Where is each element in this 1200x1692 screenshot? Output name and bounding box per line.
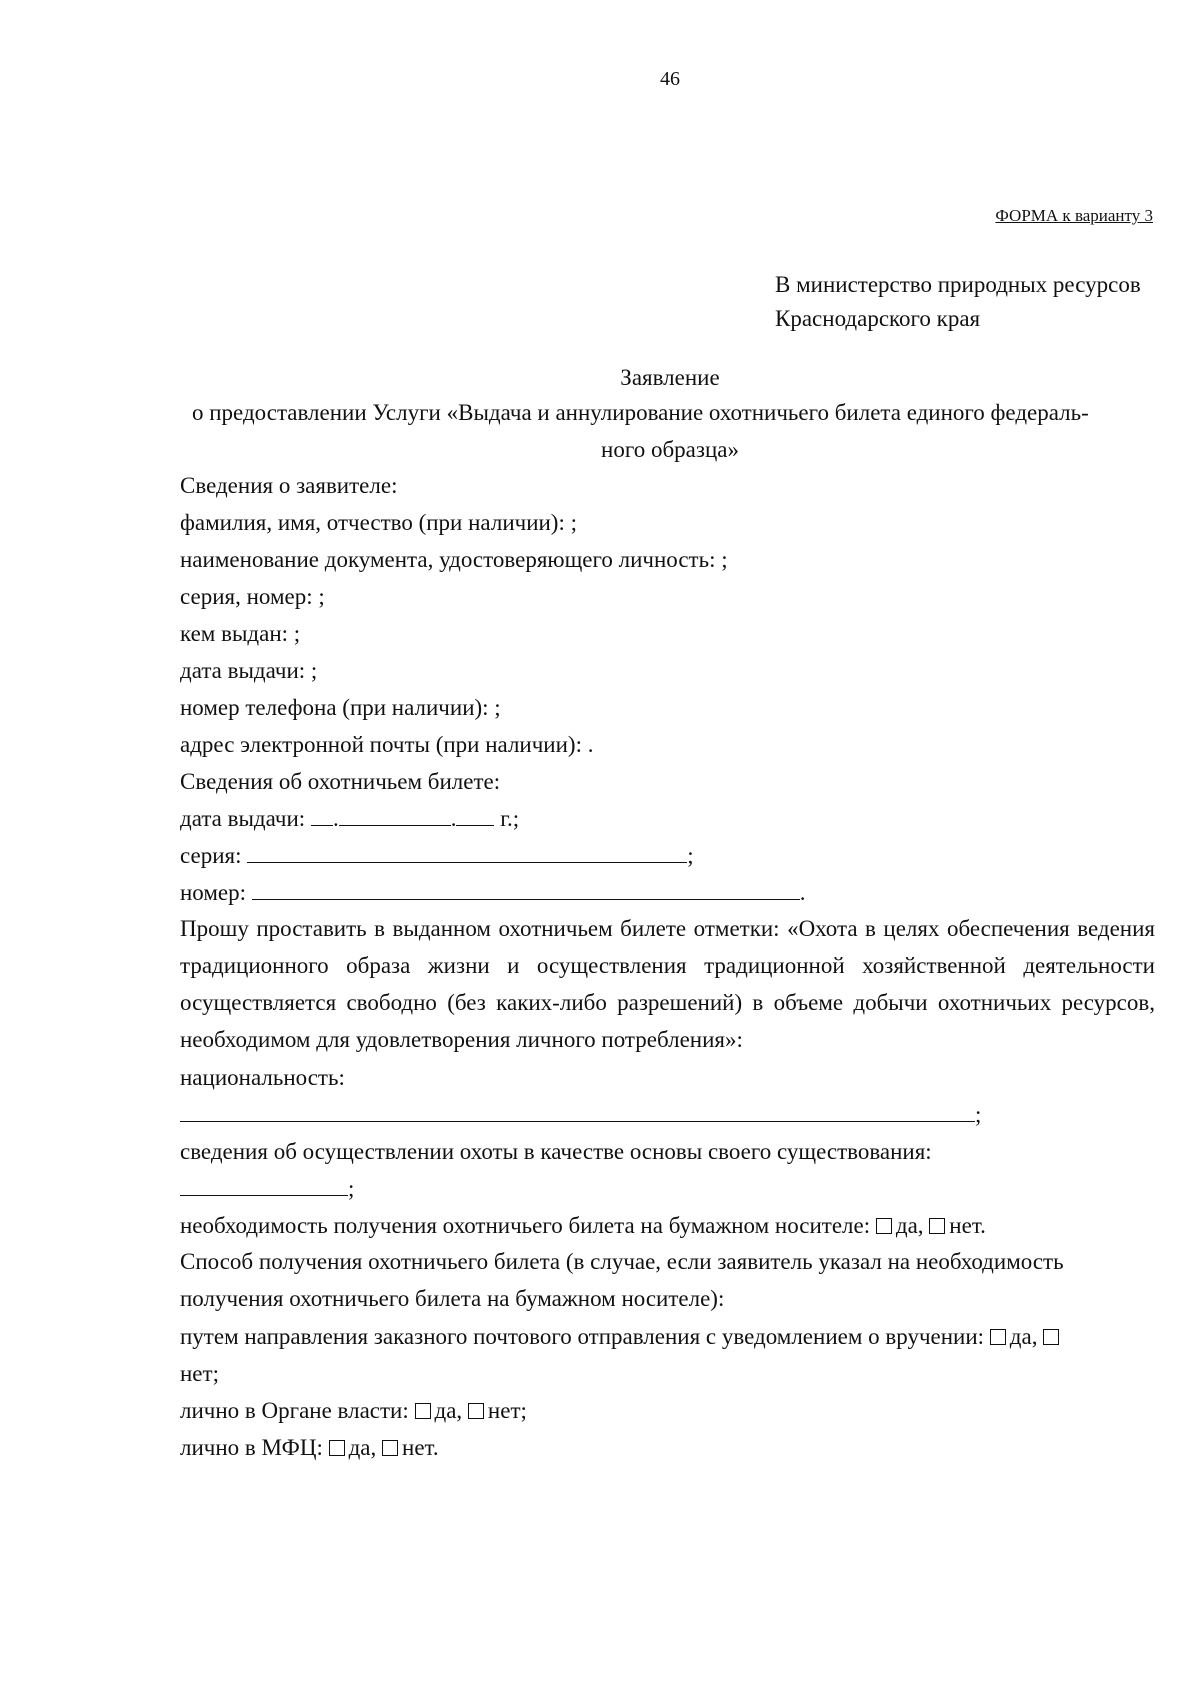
ticket-issue-date-row	[180, 806, 519, 832]
date-separator: .	[450, 806, 457, 831]
hunting-basis-row	[180, 1176, 354, 1202]
ticket-issue-date-label: дата выдачи:	[180, 806, 306, 831]
authority-yes-checkbox[interactable]	[415, 1403, 431, 1419]
ticket-number-label: номер:	[180, 880, 247, 905]
addressee-line-2: Краснодарского края	[775, 306, 981, 331]
hunting-basis-label: сведения об осуществлении охоты в качестве основы своего существования:	[180, 1139, 932, 1164]
nationality-row	[180, 1102, 981, 1128]
paper-ticket-label: необходимость получения охотничьего билета на бумажном носителе:	[180, 1213, 871, 1238]
request-paragraph: Прошу проставить в выданном охотничьем билете отметки: «Охота в целях обеспечения ведения традиционного образа жизни и осуществления традиционной хозяйственной деятельности осуществляется свободно (без каких-либо разрешений) в объеме добычи охотничьих ресурсов, необходимом для удовлетворения личного потребления»:	[180, 916, 1155, 1052]
mfc-no-label: нет.	[402, 1435, 439, 1460]
applicant-issue-date-field: дата выдачи: ;	[180, 658, 318, 683]
line-end: ;	[348, 1176, 355, 1201]
mail-yes-label: да,	[1009, 1324, 1038, 1349]
mfc-no-checkbox[interactable]	[382, 1440, 398, 1456]
ticket-month-blank[interactable]	[339, 807, 451, 826]
date-separator: .	[332, 806, 339, 831]
delivery-method-paragraph: Способ получения охотничьего билета (в случае, если заявитель указал на необходимость получения охотничьего билета на бумажном носителе):	[180, 1249, 1064, 1311]
nationality-label: национальность:	[180, 1065, 345, 1090]
applicant-series-number-field: серия, номер: ;	[180, 584, 325, 609]
ticket-year-blank[interactable]	[456, 807, 494, 826]
paper-no-checkbox[interactable]	[929, 1218, 945, 1234]
ticket-number-blank[interactable]	[252, 881, 800, 900]
hunting-basis-blank[interactable]	[180, 1177, 348, 1196]
ticket-day-blank[interactable]	[311, 807, 333, 826]
paper-no-label: нет.	[949, 1213, 986, 1238]
line-end: .	[799, 880, 806, 905]
paper-yes-label: да,	[895, 1213, 924, 1238]
year-suffix: г.;	[500, 806, 520, 831]
ticket-series-blank[interactable]	[247, 844, 687, 863]
paper-yes-checkbox[interactable]	[876, 1218, 892, 1234]
document-subtitle-line-1: о предоставлении Услуги «Выдача и аннулирование охотничьего билета единого федераль-	[192, 400, 1089, 425]
applicant-id-document-field: наименование документа, удостоверяющего личность: ;	[180, 547, 728, 572]
authority-yes-label: да,	[434, 1398, 463, 1423]
applicant-issued-by-field: кем выдан: ;	[180, 621, 301, 646]
mail-no-label: нет;	[180, 1361, 219, 1386]
paper-ticket-row	[180, 1213, 986, 1239]
mfc-delivery-row	[180, 1435, 439, 1461]
mfc-yes-label: да,	[348, 1435, 377, 1460]
ticket-number-row	[180, 880, 806, 906]
authority-delivery-label: лично в Органе власти:	[180, 1398, 409, 1423]
authority-delivery-row	[180, 1398, 527, 1424]
line-end: ;	[687, 843, 694, 868]
mail-delivery-row	[180, 1324, 1063, 1350]
ticket-series-label: серия:	[180, 843, 242, 868]
page-number: 46	[660, 68, 680, 90]
mfc-delivery-label: лично в МФЦ:	[180, 1435, 323, 1460]
applicant-phone-field: номер телефона (при наличии): ;	[180, 695, 501, 720]
applicant-heading: Сведения о заявителе:	[180, 473, 398, 498]
mfc-yes-checkbox[interactable]	[329, 1440, 345, 1456]
mail-delivery-label: путем направления заказного почтового отправления с уведомлением о вручении:	[180, 1324, 985, 1349]
nationality-blank[interactable]	[180, 1103, 975, 1122]
ticket-heading: Сведения об охотничьем билете:	[180, 769, 501, 794]
applicant-email-field: адрес электронной почты (при наличии): .	[180, 732, 594, 757]
addressee	[775, 268, 1141, 336]
document-title: Заявление	[620, 365, 720, 390]
applicant-fio-field: фамилия, имя, отчество (при наличии): ;	[180, 510, 577, 535]
ticket-series-row	[180, 843, 694, 869]
addressee-line-1: В министерство природных ресурсов	[775, 272, 1141, 297]
authority-no-checkbox[interactable]	[468, 1403, 484, 1419]
line-end: ;	[975, 1102, 982, 1127]
mail-yes-checkbox[interactable]	[990, 1329, 1006, 1345]
document-subtitle-line-2: ного образца»	[601, 437, 739, 462]
authority-no-label: нет;	[487, 1398, 527, 1423]
form-reference: ФОРМА к варианту 3	[995, 206, 1153, 225]
mail-no-checkbox[interactable]	[1043, 1329, 1059, 1345]
